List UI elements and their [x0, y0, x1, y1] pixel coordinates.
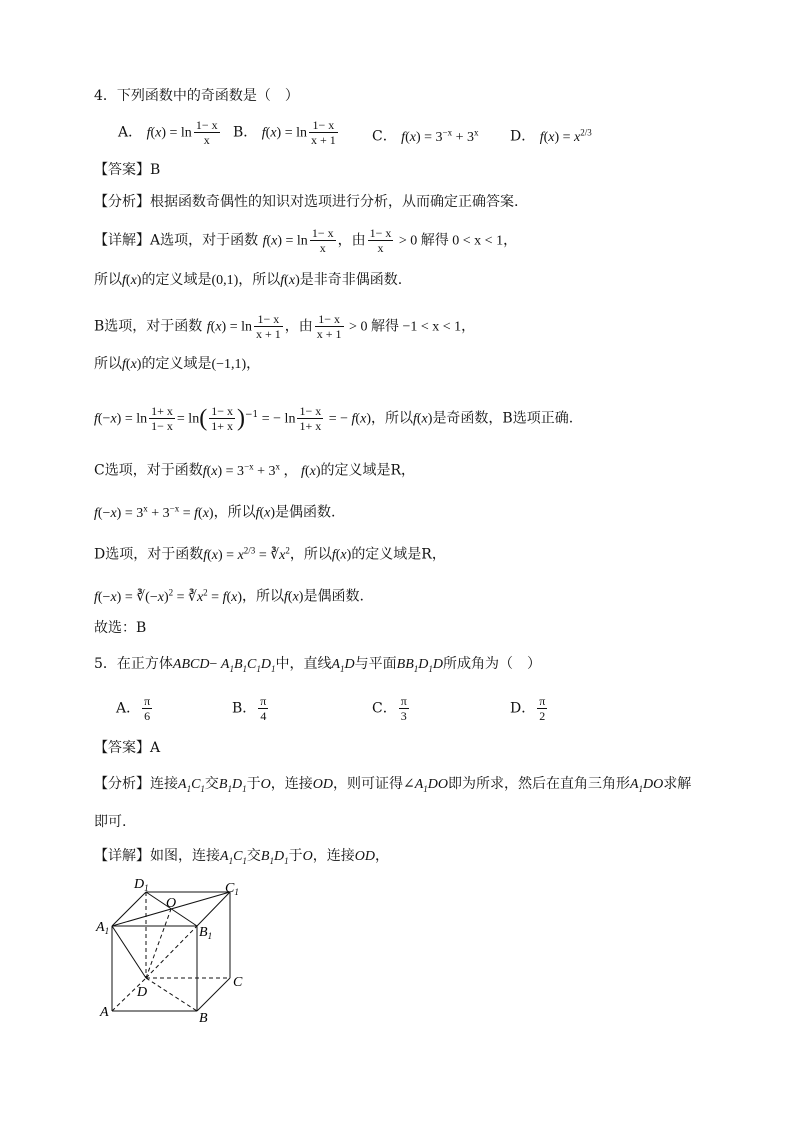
q5-answer: 【答案】A — [94, 740, 161, 756]
q4-conclusion: 故选：B — [94, 620, 147, 636]
q5-option-b: B． $\frac{\pi}{4}$ — [232, 694, 267, 723]
q4-detail-b-line1: B选项，对于函数 f(x) = ln $\frac{1- x}{x + 1}$ ，由 $\frac{1- x}{x + 1}$ > 0 解得 −1 < x < 1， — [94, 312, 476, 341]
line-db1-hidden — [146, 926, 197, 978]
label-b1: $B_1$ — [199, 925, 213, 941]
q4-detail-d-line2: $f(-x) = ∛(-x)^2$ = $∛x^2 = f(x)$，所以f(x)是偶函数. — [94, 587, 364, 605]
label-b: B — [199, 1011, 208, 1026]
q5-option-c: C． $\frac{\pi}{3}$ — [372, 694, 407, 723]
edge-bc — [197, 978, 230, 1011]
q4-option-a: A． f(x) = ln $\frac{1- x}{x}$ — [118, 118, 218, 147]
q4-detail-c-line2: $f(-x) = 3^x + 3^{-x} = f(x)$，所以f(x)是偶函数. — [94, 503, 336, 521]
label-a1: $A_1$ — [96, 920, 110, 936]
label-c1: $C_1$ — [225, 881, 239, 897]
q5-analysis-line1: 【分析】连接$A_1C_1$交$B_1D_1$于O，连接OD，则可证得$\angle A_1DO$即为所求，然后在直角三角形$A_1DO$求解 — [94, 776, 692, 794]
q4-analysis: 【分析】根据函数奇偶性的知识对选项进行分析，从而确定正确答案. — [94, 194, 519, 210]
q4-detail-a-line1: 【详解】A选项，对于函数 f(x) = ln $\frac{1- x}{x}$ ，由 $\frac{1- x}{x}$ > 0 解得 0 < x < 1， — [94, 226, 518, 255]
q5-detail: 【详解】如图，连接$A_1C_1$交$B_1D_1$于O，连接OD， — [94, 848, 389, 866]
label-a: A — [100, 1005, 109, 1020]
q4-answer: 【答案】B — [94, 162, 161, 178]
q4-detail-d-line1: D选项，对于函数$f(x) = x^{2/3}$ = $∛x^2$，所以f(x)的定义域是R， — [94, 545, 446, 563]
q4-option-d: D． $f(x) = x^{2/3}$ — [510, 127, 592, 145]
q5-option-d: D． $\frac{\pi}{2}$ — [510, 694, 546, 723]
q4-detail-b-line2: 所以f(x)的定义域是(−1,1)， — [94, 356, 261, 372]
label-d: D — [137, 985, 148, 1000]
line-db-hidden — [146, 978, 197, 1011]
label-o: O — [166, 896, 177, 911]
q4-detail-a-line2: 所以f(x)的定义域是(0,1)，所以f(x)是非奇非偶函数. — [94, 272, 403, 288]
q4-stem: 4．下列函数中的奇函数是（ ） — [94, 88, 299, 104]
q4-option-b: B． f(x) = ln $\frac{1- x}{x + 1}$ — [233, 118, 336, 147]
label-c: C — [233, 975, 243, 990]
line-a1d — [112, 926, 146, 978]
q5-stem: 5．在正方体ABCD− $A_1B_1C_1D_1$中，直线$A_1D$与平面$BB_1D_1D$所成角为（ ） — [94, 656, 542, 674]
q5-option-a: A． $\frac{\pi}{6}$ — [116, 694, 151, 723]
q4-detail-c-line1: C选项，对于函数$f(x) = 3^{-x} + 3^x$ ， f(x)的定义域是R， — [94, 461, 416, 479]
q4-option-c: C． $f(x) = 3^{-x} + 3^x$ — [372, 127, 479, 145]
label-d1: $D_1$ — [134, 877, 149, 893]
q4-detail-b-line3: f(−x) = ln $\frac{1+ x}{1- x}$ = ln( $\frac{1- x}{1+ x}$ )$^{-1}$ = − ln $\frac{1- x}{1+ x}$ = − f(x)，所以f(x)是奇函数，B选项正确. — [94, 404, 574, 433]
line-od-hidden — [146, 909, 171, 978]
q5-analysis-line2: 即可. — [94, 814, 127, 830]
cube-figure — [92, 876, 252, 1026]
